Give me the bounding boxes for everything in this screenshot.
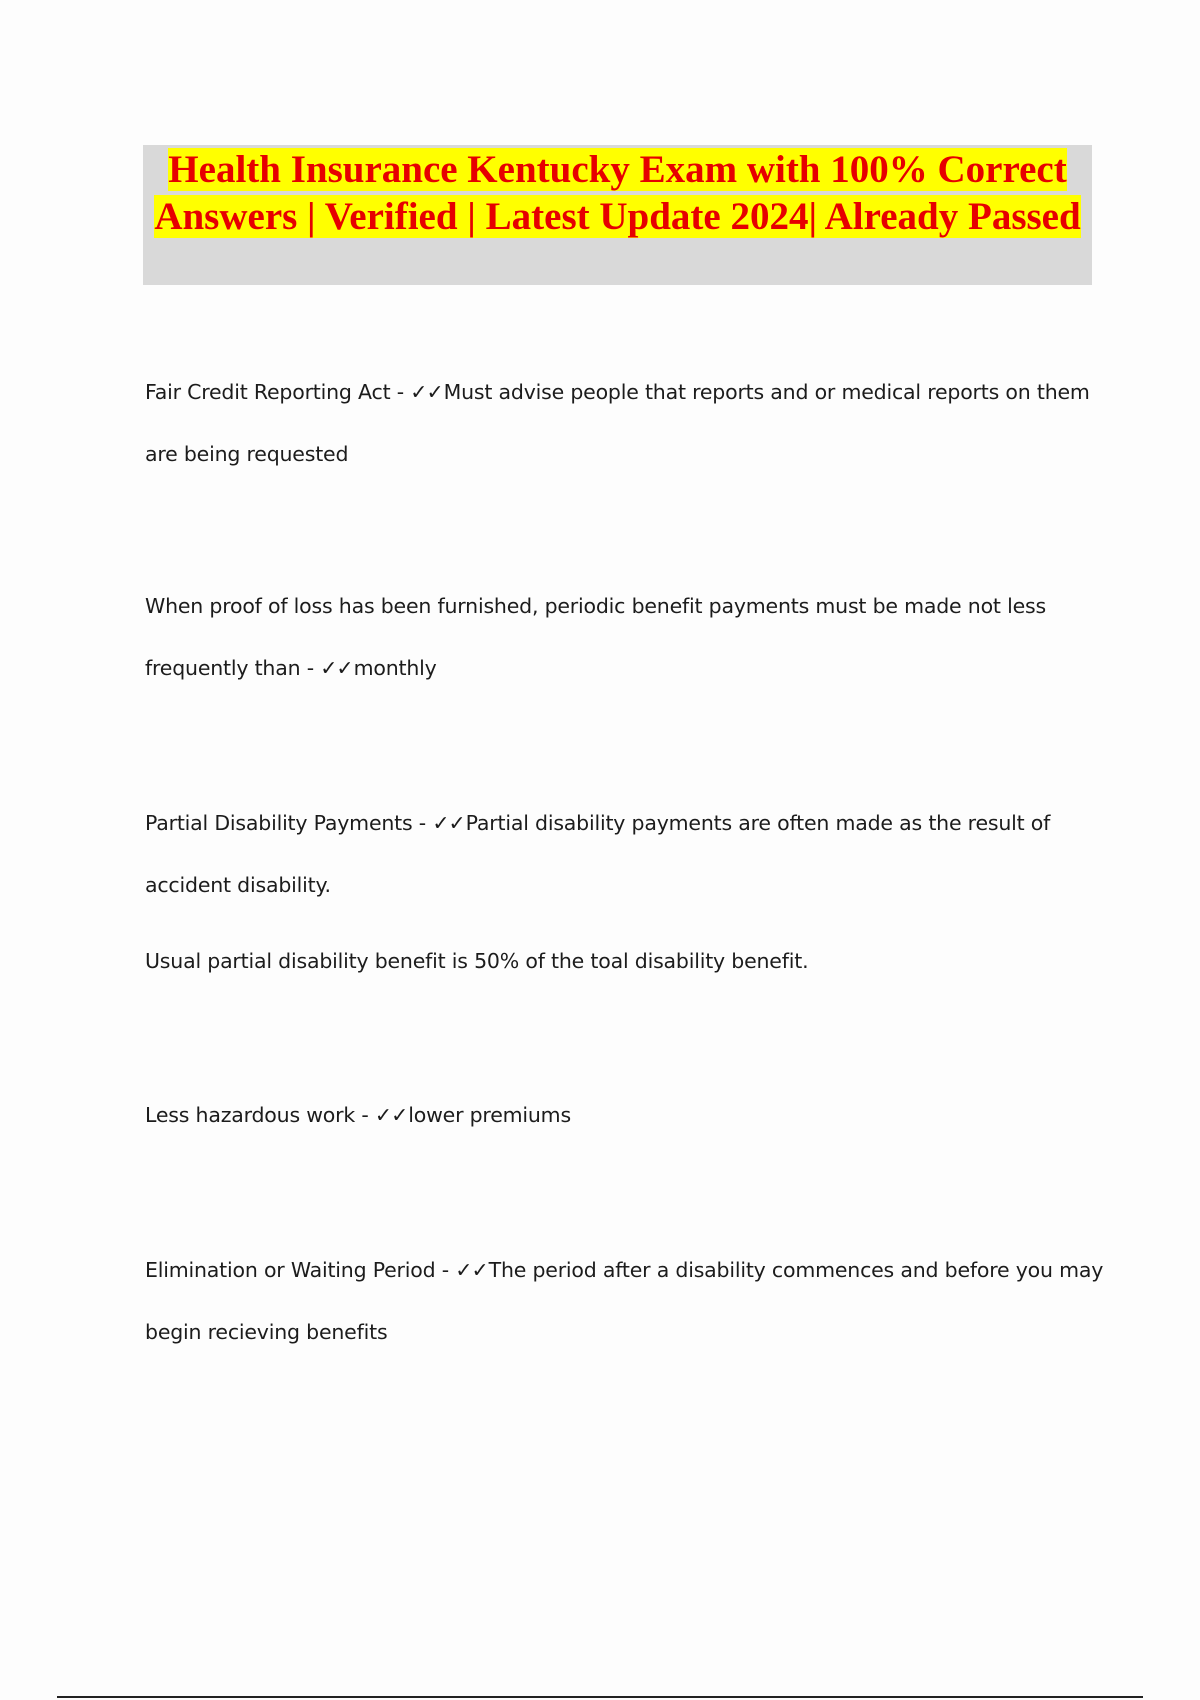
qa-answer-continued: accident disability. <box>145 873 331 897</box>
qa-entry-elimination-period <box>145 1239 1104 1363</box>
double-check-icon: ✓✓ <box>432 811 465 835</box>
qa-term: Partial Disability Payments - <box>145 811 433 835</box>
qa-extra-note: Usual partial disability benefit is 50% of the toal disability benefit. <box>145 949 809 973</box>
qa-entry-partial-disability <box>145 792 1100 916</box>
qa-term: Less hazardous work - <box>145 1103 375 1127</box>
page-bottom-rule <box>57 1696 1143 1698</box>
qa-line <box>145 792 1100 854</box>
qa-line <box>145 1239 1104 1301</box>
document-title: Health Insurance Kentucky Exam with 100% Correct Answers | Verified | Latest Update 2024| Already Passed <box>154 148 1081 238</box>
double-check-icon: ✓✓ <box>320 656 353 680</box>
qa-answer: Partial disability payments are often made as the result of <box>465 811 1051 835</box>
qa-term: Fair Credit Reporting Act - <box>145 380 411 404</box>
qa-entry-proof-of-loss <box>145 575 1100 699</box>
qa-term-continued: frequently than - <box>145 656 321 680</box>
qa-entry-fair-credit <box>145 361 1100 485</box>
double-check-icon: ✓✓ <box>455 1258 488 1282</box>
qa-answer-continued: begin recieving benefits <box>145 1320 388 1344</box>
qa-answer: The period after a disability commences and before you may <box>488 1258 1104 1282</box>
double-check-icon: ✓✓ <box>374 1103 408 1127</box>
qa-line <box>145 361 1100 423</box>
qa-answer: lower premiums <box>408 1103 571 1127</box>
qa-entry-hazardous-work <box>145 1084 1100 1146</box>
qa-answer: Must advise people that reports and or medical reports on them <box>443 380 1090 404</box>
title-band <box>143 145 1092 285</box>
qa-answer-continued: are being requested <box>145 442 349 466</box>
qa-answer: monthly <box>353 656 437 680</box>
qa-line <box>145 1084 1100 1146</box>
qa-line <box>145 637 1100 699</box>
double-check-icon: ✓✓ <box>410 380 443 404</box>
qa-term: Elimination or Waiting Period - <box>145 1258 456 1282</box>
qa-term: When proof of loss has been furnished, periodic benefit payments must be made not less <box>145 594 1046 618</box>
